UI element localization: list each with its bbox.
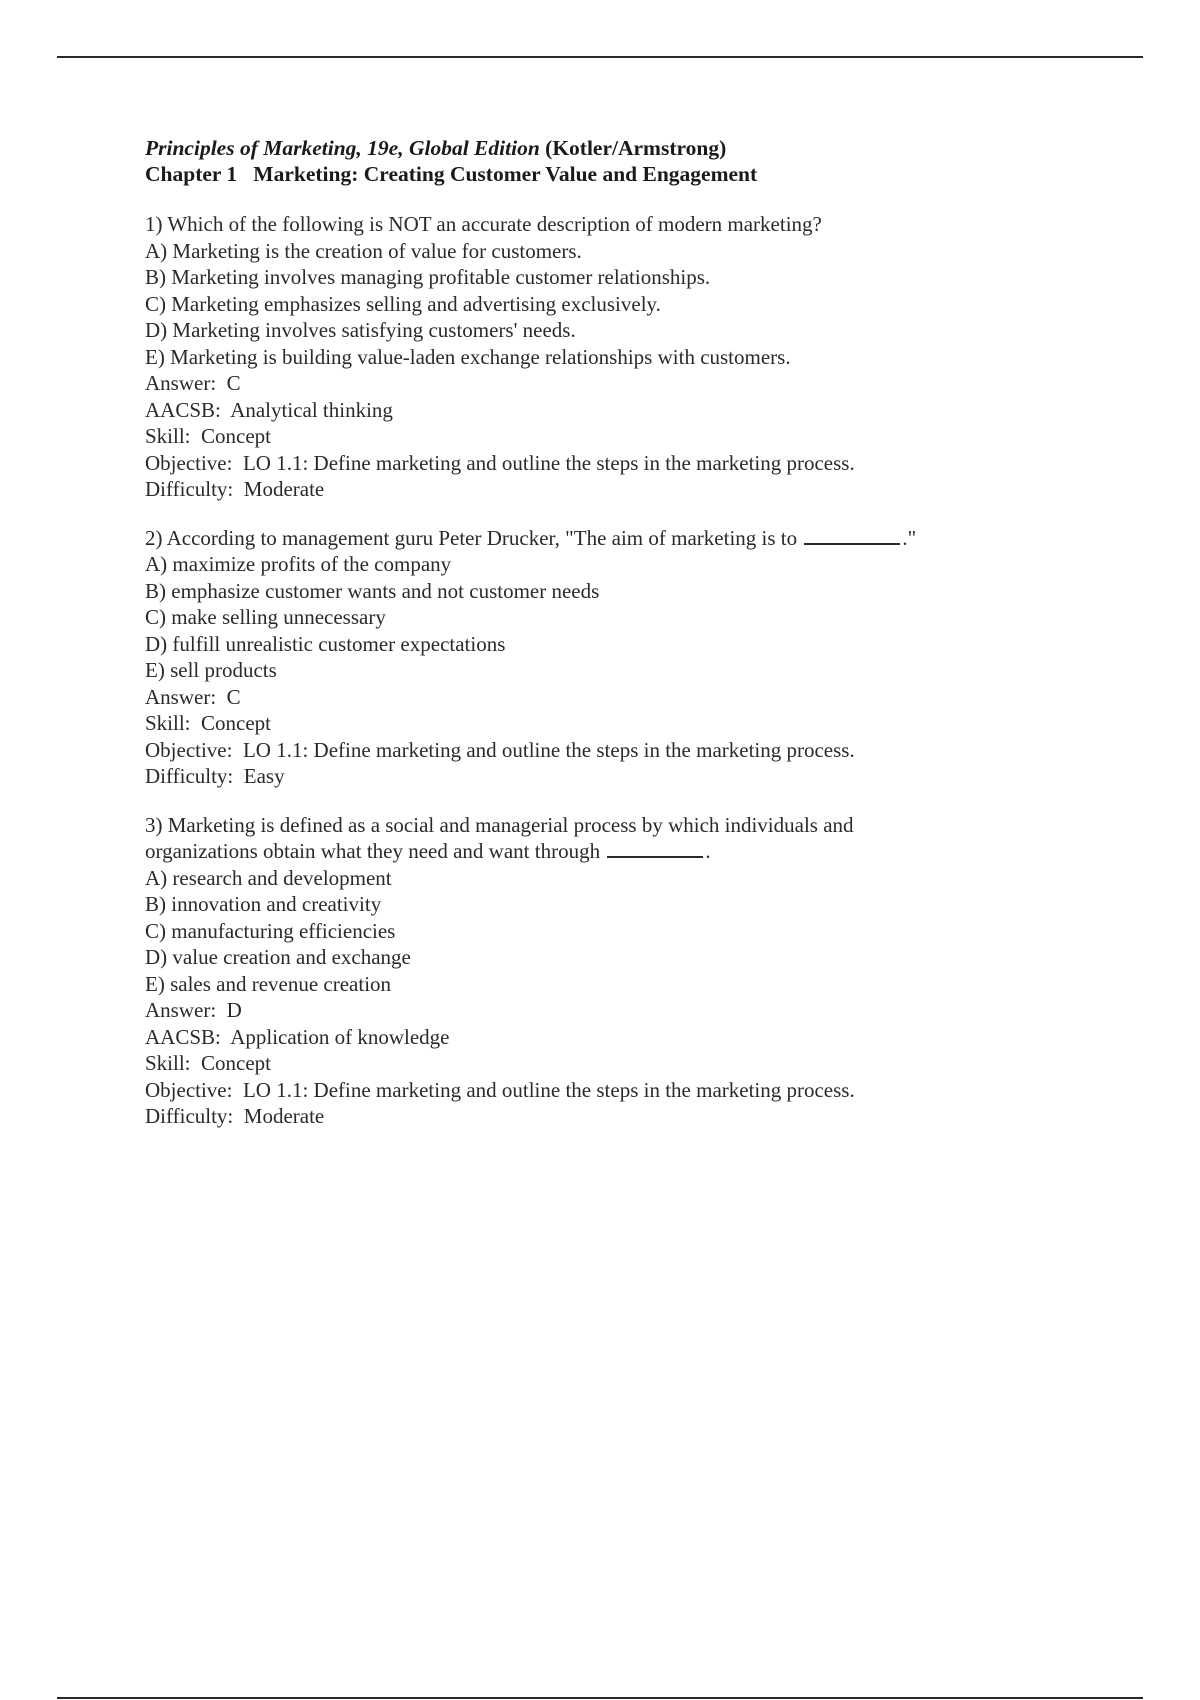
option-c: C) make selling unnecessary (145, 605, 386, 629)
question-stem (145, 525, 1045, 552)
answer: Answer: C (145, 684, 241, 709)
aacsb: AACSB: Application of knowledge (145, 1024, 450, 1049)
top-rule (57, 56, 1143, 58)
option-c: C) manufacturing efficiencies (145, 918, 396, 943)
objective: Objective: LO 1.1: Define marketing and outline the steps in the marketing process. (145, 450, 855, 475)
option-e: E) sales and revenue creation (145, 971, 392, 996)
page-content (145, 135, 1045, 1130)
book-title-line (145, 135, 1045, 161)
skill: Skill: Concept (145, 711, 271, 735)
question-stem-continued (145, 838, 1045, 865)
option-b: B) innovation and creativity (145, 892, 382, 916)
option-a: A) Marketing is the creation of value for customers. (145, 238, 582, 263)
stem-text: organizations obtain what they need and want through (145, 839, 606, 863)
option-a: A) maximize profits of the company (145, 552, 452, 576)
option-b: B) Marketing involves managing profitable customer relationships. (145, 265, 711, 289)
option-b: B) emphasize customer wants and not customer needs (145, 578, 600, 603)
chapter-title: Chapter 1 Marketing: Creating Customer Value and Engagement (145, 162, 758, 186)
skill: Skill: Concept (145, 1051, 271, 1075)
aacsb: AACSB: Analytical thinking (145, 397, 393, 422)
option-d: D) fulfill unrealistic customer expectations (145, 631, 506, 656)
stem-text-end: ." (902, 525, 917, 550)
question-2 (145, 525, 1045, 790)
book-title: Principles of Marketing, 19e, Global Edition (145, 136, 540, 160)
objective: Objective: LO 1.1: Define marketing and outline the steps in the marketing process. (145, 737, 855, 762)
skill: Skill: Concept (145, 424, 271, 448)
book-authors: (Kotler/Armstrong) (539, 136, 727, 160)
bottom-rule (57, 1697, 1143, 1699)
option-e: E) sell products (145, 658, 277, 682)
option-c: C) Marketing emphasizes selling and advertising exclusively. (145, 291, 661, 316)
stem-text-end: . (705, 839, 711, 863)
question-stem: 3) Marketing is defined as a social and managerial process by which individuals and (145, 812, 854, 837)
fill-in-blank (804, 525, 900, 545)
difficulty: Difficulty: Easy (145, 764, 285, 788)
stem-text: 2) According to management guru Peter Drucker, "The aim of marketing is to (145, 525, 803, 550)
answer: Answer: C (145, 371, 241, 395)
question-3 (145, 812, 1045, 1130)
option-d: D) value creation and exchange (145, 945, 411, 969)
option-d: D) Marketing involves satisfying customers' needs. (145, 318, 576, 342)
fill-in-blank (607, 838, 703, 858)
question-1 (145, 211, 1045, 503)
difficulty: Difficulty: Moderate (145, 477, 325, 501)
difficulty: Difficulty: Moderate (145, 1104, 325, 1128)
answer: Answer: D (145, 998, 242, 1022)
option-e: E) Marketing is building value-laden exchange relationships with customers. (145, 344, 791, 369)
option-a: A) research and development (145, 865, 392, 890)
objective: Objective: LO 1.1: Define marketing and outline the steps in the marketing process. (145, 1077, 855, 1102)
question-stem: 1) Which of the following is NOT an accurate description of modern marketing? (145, 212, 822, 236)
